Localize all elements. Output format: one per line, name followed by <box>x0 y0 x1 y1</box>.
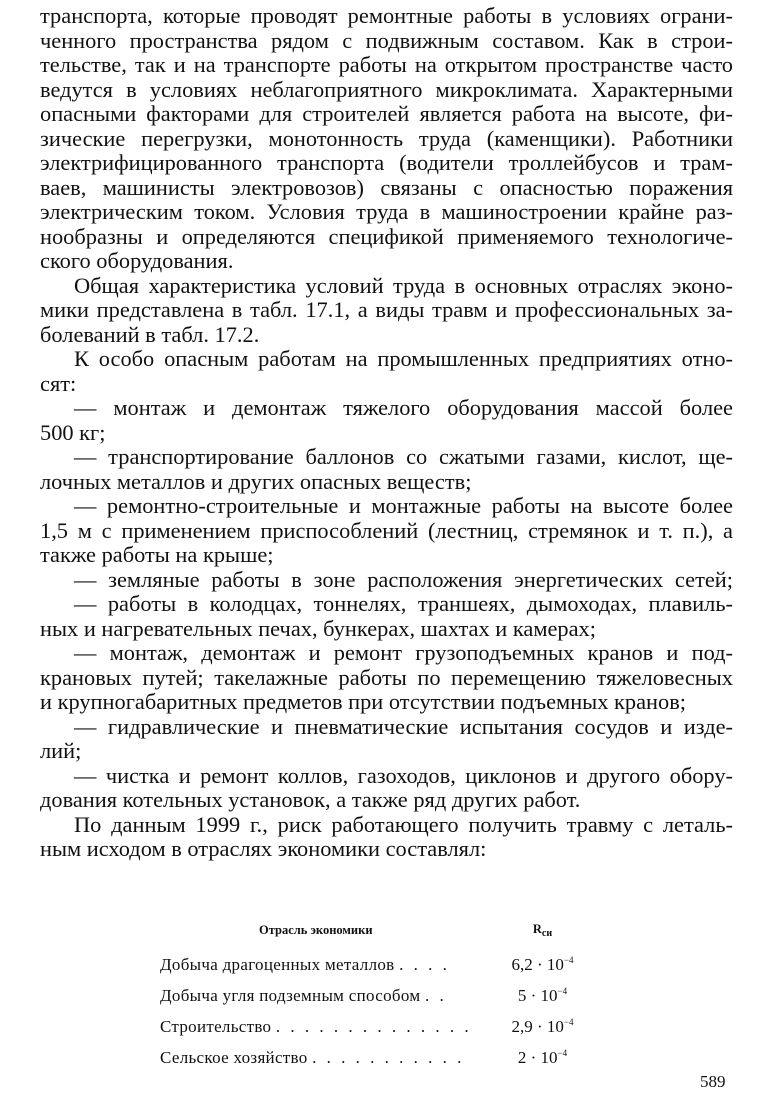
risk-value <box>495 980 590 1011</box>
text-line: ведутся в условиях неблагоприятного микроклимата. Характерными <box>40 76 733 102</box>
list-item-line: дования котельных установок, а также ряд других работ. <box>40 787 581 812</box>
body-text <box>40 4 733 862</box>
risk-mantissa: 2 · 10 <box>517 1047 558 1067</box>
list-item-line: — монтаж и демонтаж тяжелого оборудования массой более <box>74 395 733 420</box>
text-line: По данным 1999 г., риск работающего получить травму с леталь- <box>74 811 733 837</box>
risk-table <box>160 922 590 1073</box>
risk-exponent: −4 <box>557 1047 568 1058</box>
list-item-line: 500 кг; <box>40 419 106 445</box>
dot-leader: . . . . <box>399 954 450 974</box>
risk-exponent: −4 <box>563 1016 574 1027</box>
list-item-line: 1,5 м с применением приспособлений (лестниц, стремянок и т. п.), а <box>40 517 733 543</box>
sector-name: Добыча драгоценных металлов <box>160 954 395 974</box>
table-row <box>160 1011 590 1042</box>
dot-leader: . . <box>424 985 447 1005</box>
table-header-row <box>160 922 590 949</box>
list-item-line: — земляные работы в зоне расположения энергетических сетей; <box>74 566 733 592</box>
risk-mantissa: 6,2 · 10 <box>511 954 564 974</box>
text-line: ского оборудования. <box>40 248 234 273</box>
list-item-line: лий; <box>40 738 82 763</box>
list-item-line: также работы на крыше; <box>40 542 274 567</box>
page-number: 589 <box>700 1072 726 1091</box>
risk-mantissa: 2,9 · 10 <box>511 1016 564 1036</box>
sector-cell <box>160 1011 495 1042</box>
risk-exponent: −4 <box>557 985 568 996</box>
dot-leader: . . . . . . . . . . . <box>312 1047 465 1067</box>
header-value-sub: си <box>541 928 553 939</box>
sector-cell <box>160 949 495 980</box>
text-line: Общая характеристика условий труда в основных отраслях эконо- <box>74 272 733 298</box>
text-line: транспорта, которые проводят ремонтные работы в условиях ограни- <box>40 3 733 28</box>
sector-cell <box>160 980 495 1011</box>
sector-cell <box>160 1042 495 1073</box>
text-line: электрифицированного транспорта (водители троллейбусов и трам- <box>40 150 733 175</box>
text-line: ченного пространства рядом с подвижным составом. Как в строи- <box>40 27 733 53</box>
header-sector: Отрасль экономики <box>259 923 373 937</box>
table-row <box>160 980 590 1011</box>
list-item-line: — монтаж, демонтаж и ремонт грузоподъемных кранов и под- <box>74 640 733 665</box>
table-row <box>160 949 590 980</box>
risk-value <box>495 949 590 980</box>
list-item-line: лочных металлов и других опасных веществ; <box>40 468 472 494</box>
list-item-line: — работы в колодцах, тоннелях, траншеях, дымоходах, плавиль- <box>74 591 733 616</box>
risk-mantissa: 5 · 10 <box>517 985 558 1005</box>
text-line: ным исходом в отраслях экономики составлял: <box>40 836 487 861</box>
sector-name: Строительство <box>160 1016 272 1036</box>
risk-value <box>495 1042 590 1073</box>
text-line: зические перегрузки, монотонность труда (каменщики). Работники <box>40 125 733 151</box>
text-line: сят: <box>40 370 77 396</box>
text-line: нообразны и определяются спецификой применяемого технологиче- <box>40 223 733 249</box>
text-line: болеваний в табл. 17.2. <box>40 321 260 347</box>
sector-name: Сельское хозяйство <box>160 1047 308 1067</box>
dot-leader: . . . . . . . . . . . . . . <box>275 1016 472 1036</box>
header-value-main: R <box>532 922 542 936</box>
list-item-line: — ремонтно-строительные и монтажные работы на высоте более <box>74 493 733 518</box>
text-line: мики представлена в табл. 17.1, а виды травм и профессиональных за- <box>40 297 733 322</box>
list-item-line: ных и нагревательных печах, бункерах, шахтах и камерах; <box>40 615 596 641</box>
list-item-line: крановых путей; такелажные работы по перемещению тяжеловесных <box>40 664 733 690</box>
text-line: ваев, машинисты электровозов) связаны с опасностью поражения <box>40 174 733 200</box>
risk-value <box>495 1011 590 1042</box>
text-line: К особо опасным работам на промышленных предприятиях отно- <box>74 346 733 371</box>
list-item-line: — транспортирование баллонов со сжатыми газами, кислот, ще- <box>74 444 733 469</box>
sector-name: Добыча угля подземным способом <box>160 985 421 1005</box>
text-line: электрическим током. Условия труда в машиностроении крайне раз- <box>40 199 733 224</box>
header-value <box>495 922 590 949</box>
list-item-line: — чистка и ремонт коллов, газоходов, циклонов и другого обору- <box>74 762 733 788</box>
text-line: опасными факторами для строителей является работа на высоте, фи- <box>40 101 733 126</box>
text-line: тельстве, так и на транспорте работы на открытом пространстве часто <box>40 52 733 77</box>
list-item-line: — гидравлические и пневматические испытания сосудов и изде- <box>74 713 733 739</box>
risk-exponent: −4 <box>563 954 574 965</box>
list-item-line: и крупногабаритных предметов при отсутствии подъемных кранов; <box>40 689 687 714</box>
table-row <box>160 1042 590 1073</box>
